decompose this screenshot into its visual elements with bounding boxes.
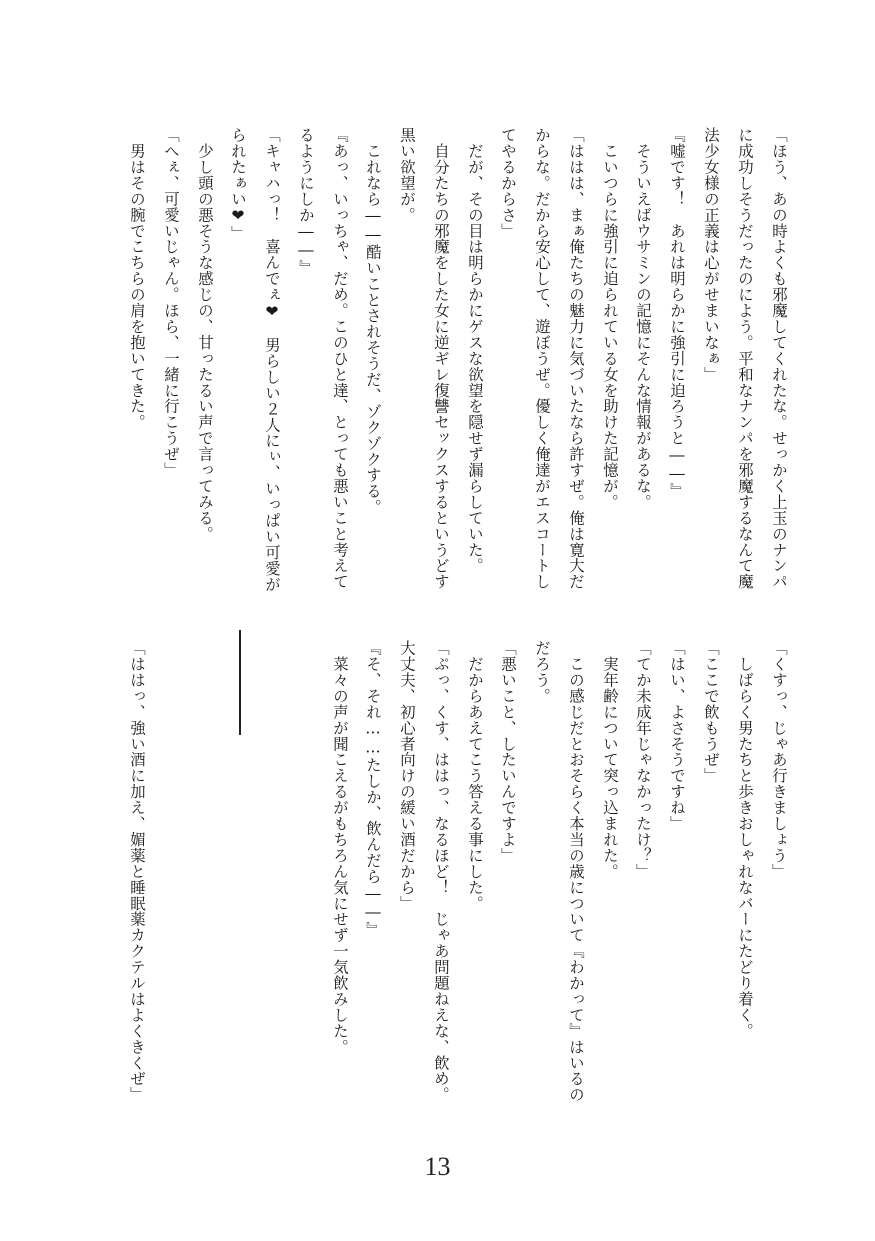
text-line: てやるからさ」 xyxy=(499,127,517,239)
scene-break-rule xyxy=(239,630,241,735)
text-line: 「ははっ、強い酒に加え、媚薬と睡眠薬カクテルはよくきくぜ」 xyxy=(128,640,146,1103)
text-line: 菜々の声が聞こえるがもちろん気にせず一気飲みした。 xyxy=(331,640,349,1055)
text-line: 「てか未成年じゃなかったけ？」 xyxy=(634,640,652,880)
text-line: だろう。 xyxy=(533,640,551,704)
text-line: しばらく男たちと歩きおしゃれなバーにたどり着く。 xyxy=(736,640,754,1039)
text-line: 「へぇ、可愛いじゃん。ほら、一緒に行こうぜ」 xyxy=(162,127,180,478)
text-line: 「くすっ、じゃあ行きましょう」 xyxy=(770,640,788,880)
text-line: 『そ、それ……たしか、飲んだら――』 xyxy=(364,640,382,938)
text-line: 自分たちの邪魔をした女に逆ギレ復讐セックスするというどす xyxy=(432,127,450,590)
text-line: こいつらに強引に迫られている女を助けた記憶が。 xyxy=(601,127,619,510)
text-line: 「キャハっ！ 喜んでぇ❤ 男らしい２人にぃ、いっぱい可愛が xyxy=(263,127,281,593)
text-line: 「ここで飲もうぜ」 xyxy=(702,640,720,784)
text-line: からな。だから安心して、遊ぼうぜ。優しく俺達がエスコートし xyxy=(533,127,551,590)
text-line: 「ぷっ、くす、ははっ、なるほど！ じゃあ問題ねえな、飲め。 xyxy=(432,640,450,1103)
text-line: 男はその腕でこちらの肩を抱いてきた。 xyxy=(128,127,146,431)
text-line: これなら――酷いことされそうだ、ゾクゾクする。 xyxy=(364,127,382,515)
text-line: だが、その目は明らかにゲスな欲望を隠せず漏らしていた。 xyxy=(466,127,484,574)
text-line: るようにしか――』 xyxy=(297,127,315,276)
text-line: に成功しそうだったのによう。平和なナンパを邪魔するなんて魔 xyxy=(736,127,754,590)
text-line: 『嘘です！ あれは明らかに強引に迫ろうと――』 xyxy=(668,127,686,500)
text-line: この感じだとおそらく本当の歳について『わかって』はいるの xyxy=(567,640,585,1103)
text-line: だからあえてこう答える事にした。 xyxy=(466,640,484,912)
text-line: 「悪いこと、したいんですよ」 xyxy=(499,640,517,864)
text-line: 大丈夫、初心者向けの緩い酒だから」 xyxy=(398,640,416,912)
text-line: 少し頭の悪そうな感じの、甘ったるい声で言ってみる。 xyxy=(196,127,214,542)
text-line: 実年齢について突っ込まれた。 xyxy=(601,640,619,880)
text-line: そういえばウサミンの記憶にそんな情報があるな。 xyxy=(634,127,652,510)
text-line: 法少女様の正義は心がせまいなぁ」 xyxy=(702,127,720,383)
page-number: 13 xyxy=(424,1152,451,1181)
text-line: 『あっ、いっちゃ、だめ。このひと達、とっても悪いこと考えて xyxy=(331,127,349,590)
text-line: られたぁい❤」 xyxy=(229,127,247,242)
text-line: 「ははは、まぁ俺たちの魅力に気づいたなら許すぜ。俺は寛大だ xyxy=(567,127,585,590)
text-line: 「ほう、あの時よくも邪魔してくれたな。せっかく上玉のナンパ xyxy=(770,127,788,590)
text-line: 「はい、よさそうですね」 xyxy=(668,640,686,832)
text-line: 黒い欲望が。 xyxy=(398,127,416,223)
